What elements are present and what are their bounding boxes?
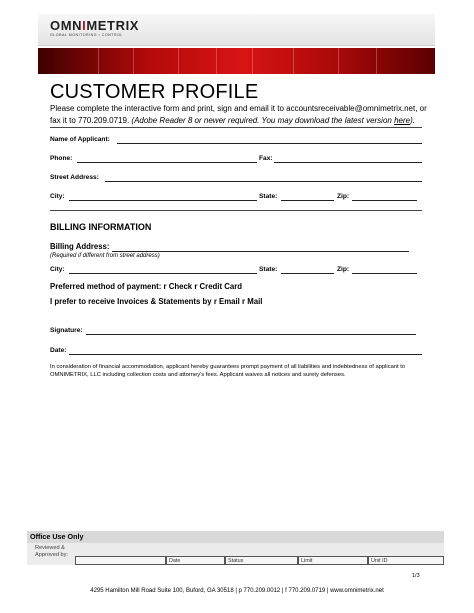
divider <box>50 127 422 128</box>
office-status-field[interactable]: Status <box>225 556 298 565</box>
intro-text: Please complete the interactive form and print, sign and email it to accountsreceivable@omnimetrix.net, or fax it to 770.209.0719. (Adobe Reader 8 or newer required. You may download the latest version here). <box>50 104 427 125</box>
payment-method-label: Preferred method of payment: <box>50 282 162 291</box>
signature-row <box>50 325 422 335</box>
disclaimer-text: In consideration of financial accommodation, applicant hereby guarantees prompt payment of all liabilities and indebtedness of applicant to OMNIMETRIX, LLC including collection costs and attorney's fees. Applicant waives all notices and surety defenses. <box>50 364 406 378</box>
office-unit-id-field[interactable]: Unit ID <box>368 556 444 565</box>
date-label: Date: <box>50 347 67 354</box>
state-field[interactable] <box>281 200 334 201</box>
signature-field[interactable] <box>86 334 416 335</box>
phone-field[interactable] <box>77 162 257 163</box>
approved-by-field[interactable] <box>75 556 166 565</box>
invoice-delivery-row <box>50 297 262 307</box>
fax-label: Fax: <box>259 155 273 162</box>
applicant-name-row <box>50 134 422 144</box>
fax-field[interactable] <box>274 162 422 163</box>
reviewed-approved-label: Reviewed & Approved by: <box>35 545 68 558</box>
mail-option-label: Mail <box>247 297 263 306</box>
page-header <box>38 14 435 46</box>
billing-state-field[interactable] <box>281 273 334 274</box>
page-title: CUSTOMER PROFILE <box>50 81 259 103</box>
city-label: City: <box>50 193 65 200</box>
billing-state-label: State: <box>259 266 278 273</box>
office-date-field[interactable]: Date <box>166 556 225 565</box>
date-row <box>50 345 422 355</box>
office-limit-field[interactable]: Limit <box>298 556 368 565</box>
billing-address-label: Billing Address: <box>50 242 110 251</box>
red-banner <box>38 48 435 74</box>
check-checkbox[interactable]: r <box>163 282 167 291</box>
billing-city-label: City: <box>50 266 65 273</box>
billing-address-note: (Required if different from street address) <box>50 253 160 259</box>
credit-card-checkbox[interactable]: r <box>194 282 198 291</box>
phone-fax-row <box>50 153 422 163</box>
download-link[interactable]: here <box>394 115 411 125</box>
invoice-delivery-label: I prefer to receive Invoices & Statements by <box>50 297 212 306</box>
logo-tagline: GLOBAL MONITORING • CONTROL <box>50 33 123 37</box>
city-field[interactable] <box>69 200 257 201</box>
mail-checkbox[interactable]: r <box>242 297 246 306</box>
street-address-row <box>50 172 422 182</box>
logo-wordmark: OMNIMETRIX <box>50 18 140 33</box>
email-checkbox[interactable]: r <box>213 297 217 306</box>
billing-zip-field[interactable] <box>352 273 417 274</box>
payment-method-row <box>50 282 242 292</box>
street-address-field[interactable] <box>105 181 422 182</box>
credit-card-option-label: Credit Card <box>199 282 242 291</box>
signature-label: Signature: <box>50 327 83 334</box>
zip-field[interactable] <box>352 200 417 201</box>
date-field[interactable] <box>69 354 422 355</box>
billing-heading: BILLING INFORMATION <box>50 222 152 232</box>
billing-city-field[interactable] <box>69 273 257 274</box>
divider <box>50 210 422 211</box>
omnimetrix-logo <box>50 19 139 37</box>
street-address-label: Street Address: <box>50 174 99 181</box>
billing-zip-label: Zip: <box>337 266 350 273</box>
billing-address-row <box>50 241 422 252</box>
page-number: 1/3 <box>412 573 420 579</box>
check-option-label: Check <box>168 282 193 291</box>
office-use-title: Office Use Only <box>27 531 444 543</box>
office-use-box <box>27 531 444 565</box>
office-use-row <box>27 543 444 565</box>
footer-address: 4295 Hamilton Mill Road Suite 100, Buford, GA 30518 | p 770.209.0012 | f 770.209.0719 | www.omnimetrix.net <box>90 588 384 594</box>
email-option-label: Email <box>219 297 240 306</box>
state-label: State: <box>259 193 278 200</box>
zip-label: Zip: <box>337 193 350 200</box>
applicant-name-field[interactable] <box>117 143 422 144</box>
billing-city-state-zip-row <box>50 264 422 274</box>
phone-label: Phone: <box>50 155 73 162</box>
city-state-zip-row <box>50 191 422 201</box>
applicant-name-label: Name of Applicant: <box>50 136 110 143</box>
